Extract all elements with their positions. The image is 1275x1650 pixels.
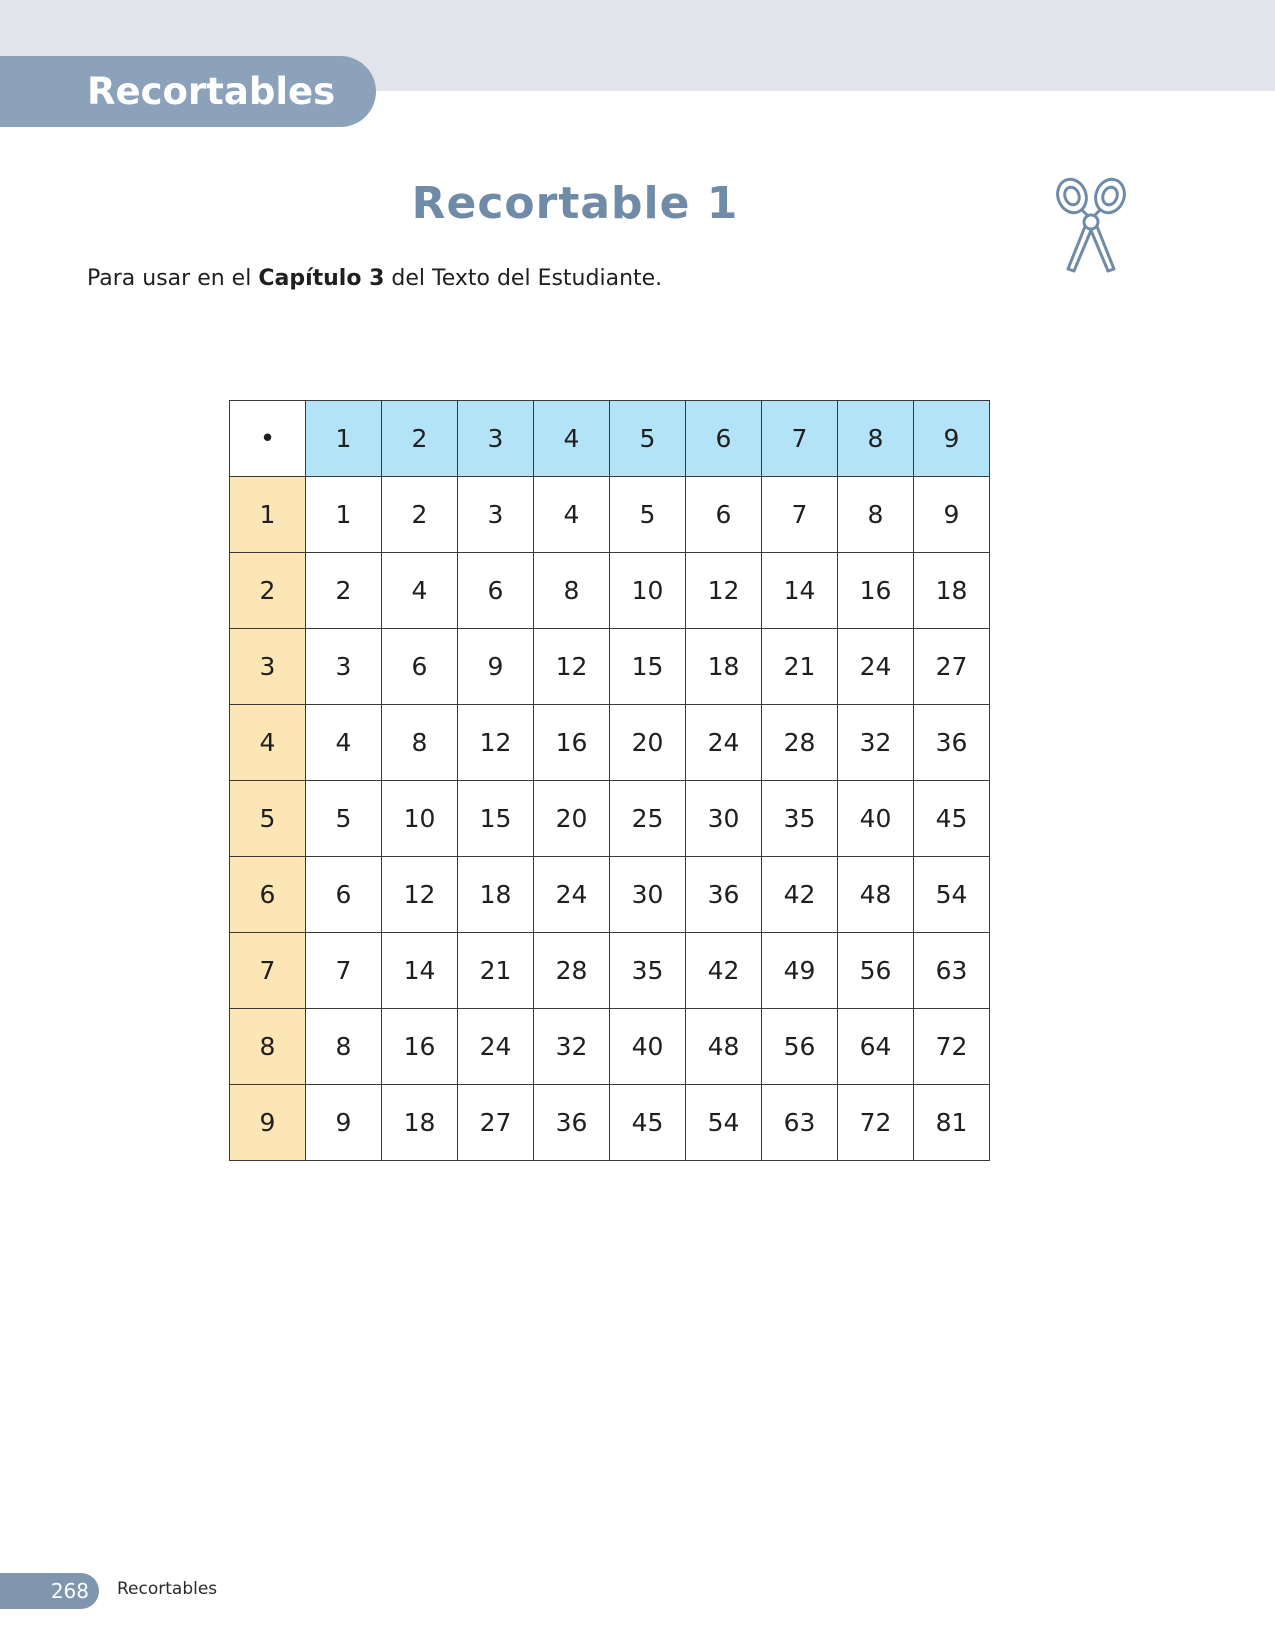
intro-text: [87, 266, 662, 291]
table-cell: 9: [306, 1085, 382, 1161]
table-cell: 21: [458, 933, 534, 1009]
table-cell: 5: [306, 781, 382, 857]
row-header: 6: [230, 857, 306, 933]
table-cell: 45: [914, 781, 990, 857]
table-cell: 56: [762, 1009, 838, 1085]
table-cell: 24: [458, 1009, 534, 1085]
table-cell: 6: [458, 553, 534, 629]
intro-text-end: del Texto del Estudiante.: [384, 266, 663, 291]
page-number: 268: [50, 1579, 89, 1603]
row-header: 7: [230, 933, 306, 1009]
chapter-reference: Capítulo 3: [258, 266, 385, 291]
section-label: Recortables: [87, 70, 336, 113]
table-cell: 27: [458, 1085, 534, 1161]
multiplication-table: [229, 400, 990, 1161]
table-header-row: [230, 401, 990, 477]
table-cell: 4: [534, 477, 610, 553]
footer-section-label: Recortables: [117, 1579, 218, 1599]
table-corner-dot: •: [230, 401, 306, 477]
table-row: [230, 933, 990, 1009]
table-cell: 63: [762, 1085, 838, 1161]
table-cell: 30: [610, 857, 686, 933]
column-header: 3: [458, 401, 534, 477]
table-cell: 48: [838, 857, 914, 933]
column-header: 4: [534, 401, 610, 477]
table-cell: 20: [534, 781, 610, 857]
row-header: 3: [230, 629, 306, 705]
table-row: [230, 629, 990, 705]
table-cell: 8: [382, 705, 458, 781]
table-cell: 12: [382, 857, 458, 933]
table-cell: 18: [382, 1085, 458, 1161]
scissors-icon: [1052, 176, 1132, 276]
table-cell: 2: [306, 553, 382, 629]
row-header: 5: [230, 781, 306, 857]
table-cell: 28: [762, 705, 838, 781]
table-cell: 16: [838, 553, 914, 629]
table-cell: 64: [838, 1009, 914, 1085]
table-cell: 27: [914, 629, 990, 705]
table-cell: 49: [762, 933, 838, 1009]
table-cell: 36: [686, 857, 762, 933]
section-tab: [0, 56, 376, 127]
table-cell: 16: [382, 1009, 458, 1085]
table-cell: 16: [534, 705, 610, 781]
table-cell: 28: [534, 933, 610, 1009]
table-cell: 6: [686, 477, 762, 553]
column-header: 5: [610, 401, 686, 477]
table-cell: 32: [534, 1009, 610, 1085]
table-cell: 18: [914, 553, 990, 629]
table-cell: 14: [382, 933, 458, 1009]
table-cell: 72: [914, 1009, 990, 1085]
table-cell: 12: [458, 705, 534, 781]
table-cell: 30: [686, 781, 762, 857]
table-cell: 54: [914, 857, 990, 933]
table-cell: 12: [686, 553, 762, 629]
table-row: [230, 857, 990, 933]
table-cell: 6: [382, 629, 458, 705]
table-cell: 7: [306, 933, 382, 1009]
table-cell: 45: [610, 1085, 686, 1161]
table-cell: 2: [382, 477, 458, 553]
table-cell: 56: [838, 933, 914, 1009]
column-header: 1: [306, 401, 382, 477]
table-cell: 35: [762, 781, 838, 857]
table-cell: 42: [762, 857, 838, 933]
table-cell: 9: [914, 477, 990, 553]
table-cell: 8: [306, 1009, 382, 1085]
table-cell: 81: [914, 1085, 990, 1161]
column-header: 6: [686, 401, 762, 477]
table-row: [230, 1085, 990, 1161]
table-cell: 10: [382, 781, 458, 857]
footer-page-tab: [0, 1573, 99, 1609]
table-cell: 4: [306, 705, 382, 781]
table-row: [230, 1009, 990, 1085]
row-header: 2: [230, 553, 306, 629]
table-row: [230, 477, 990, 553]
table-cell: 32: [838, 705, 914, 781]
page-title: Recortable 1: [411, 178, 739, 229]
table-cell: 4: [382, 553, 458, 629]
table-cell: 20: [610, 705, 686, 781]
column-header: 9: [914, 401, 990, 477]
table-cell: 3: [458, 477, 534, 553]
table-row: [230, 553, 990, 629]
table-cell: 36: [914, 705, 990, 781]
table-cell: 3: [306, 629, 382, 705]
table-row: [230, 781, 990, 857]
table-cell: 14: [762, 553, 838, 629]
table-cell: 72: [838, 1085, 914, 1161]
table-row: [230, 705, 990, 781]
table-cell: 42: [686, 933, 762, 1009]
row-header: 4: [230, 705, 306, 781]
table-cell: 1: [306, 477, 382, 553]
table-cell: 18: [458, 857, 534, 933]
intro-text-start: Para usar en el: [87, 266, 259, 291]
table-cell: 6: [306, 857, 382, 933]
table-cell: 10: [610, 553, 686, 629]
table-cell: 21: [762, 629, 838, 705]
column-header: 7: [762, 401, 838, 477]
table-cell: 8: [838, 477, 914, 553]
table-cell: 36: [534, 1085, 610, 1161]
table-cell: 25: [610, 781, 686, 857]
column-header: 2: [382, 401, 458, 477]
row-header: 9: [230, 1085, 306, 1161]
table-cell: 5: [610, 477, 686, 553]
row-header: 1: [230, 477, 306, 553]
table-cell: 15: [458, 781, 534, 857]
table-cell: 24: [838, 629, 914, 705]
table-cell: 40: [838, 781, 914, 857]
table-cell: 48: [686, 1009, 762, 1085]
table-cell: 9: [458, 629, 534, 705]
table-cell: 18: [686, 629, 762, 705]
row-header: 8: [230, 1009, 306, 1085]
table-cell: 40: [610, 1009, 686, 1085]
table-cell: 35: [610, 933, 686, 1009]
table-cell: 15: [610, 629, 686, 705]
table-cell: 24: [686, 705, 762, 781]
table-cell: 12: [534, 629, 610, 705]
table-cell: 54: [686, 1085, 762, 1161]
table-cell: 7: [762, 477, 838, 553]
table-cell: 63: [914, 933, 990, 1009]
column-header: 8: [838, 401, 914, 477]
table-cell: 8: [534, 553, 610, 629]
table-cell: 24: [534, 857, 610, 933]
